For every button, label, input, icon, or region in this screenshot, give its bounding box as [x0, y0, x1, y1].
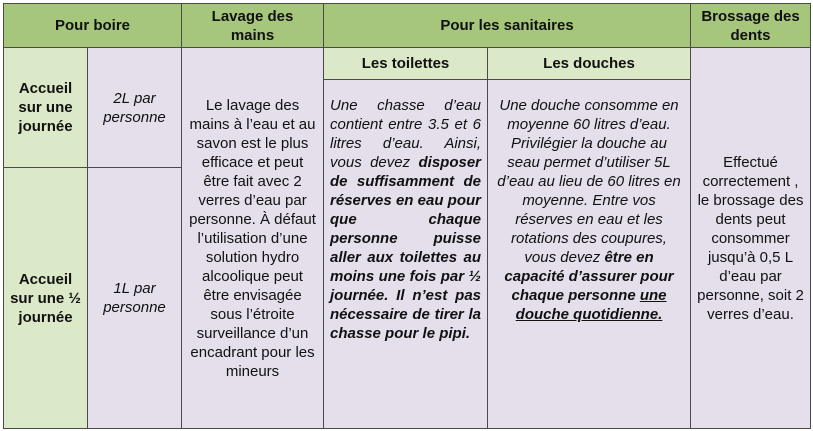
showers-bold-text: être en capacité d’assurer pour chaque personne	[504, 249, 674, 304]
toilets-bold-text: disposer de suffisamment de réserves en eau pour que chaque personne puisse aller aux toilettes au moins une fois par ½ journée. Il n’est pas nécessaire de tirer la chasse pour le pipi.	[330, 154, 482, 342]
toilets-text: Une chasse d’eau contient entre 3.5 et 6 litres d’eau. Ainsi, vous devez	[330, 97, 482, 171]
row-label-halfday: Accueil sur une ½ journée	[4, 168, 88, 429]
subheader-showers: Les douches	[488, 48, 691, 80]
header-sanitary: Pour les sanitaires	[324, 4, 691, 48]
header-drink: Pour boire	[4, 4, 182, 48]
showers-underlined-text: une douche quotidienne.	[515, 287, 667, 323]
showers-text: Une douche consomme en moyenne 60 litres d’eau. Privilégier la douche au seau permet d’utiliser 5L d’eau au lieu de 60 litres en moyenne. Entre vos réserves en eau et les rotations des coupures, vous devez	[497, 97, 681, 266]
water-usage-table	[3, 3, 811, 429]
water-usage-table-container	[3, 3, 810, 428]
subheader-row	[4, 48, 811, 80]
teeth-cell: Effectué correctement , le brossage des dents peut consommer jusqu’à 0,5 L d’eau par personne, soit 2 verres d’eau.	[691, 48, 811, 429]
hands-cell: Le lavage des mains à l’eau et au savon est le plus efficace et peut être fait avec 2 verres d’eau par personne. À défaut l’utilisation d’une solution hydro alcoolique peut être envisagée sous l’étroite surveillance d’un encadrant pour les mineurs	[182, 48, 324, 429]
header-hands: Lavage des mains	[182, 4, 324, 48]
amount-halfday: 1L par personne	[88, 168, 182, 429]
row-label-day: Accueil sur une journée	[4, 48, 88, 168]
header-teeth: Brossage des dents	[691, 4, 811, 48]
showers-cell	[488, 80, 691, 429]
header-row	[4, 4, 811, 48]
amount-day: 2L par personne	[88, 48, 182, 168]
toilets-cell	[324, 80, 488, 429]
subheader-toilets: Les toilettes	[324, 48, 488, 80]
